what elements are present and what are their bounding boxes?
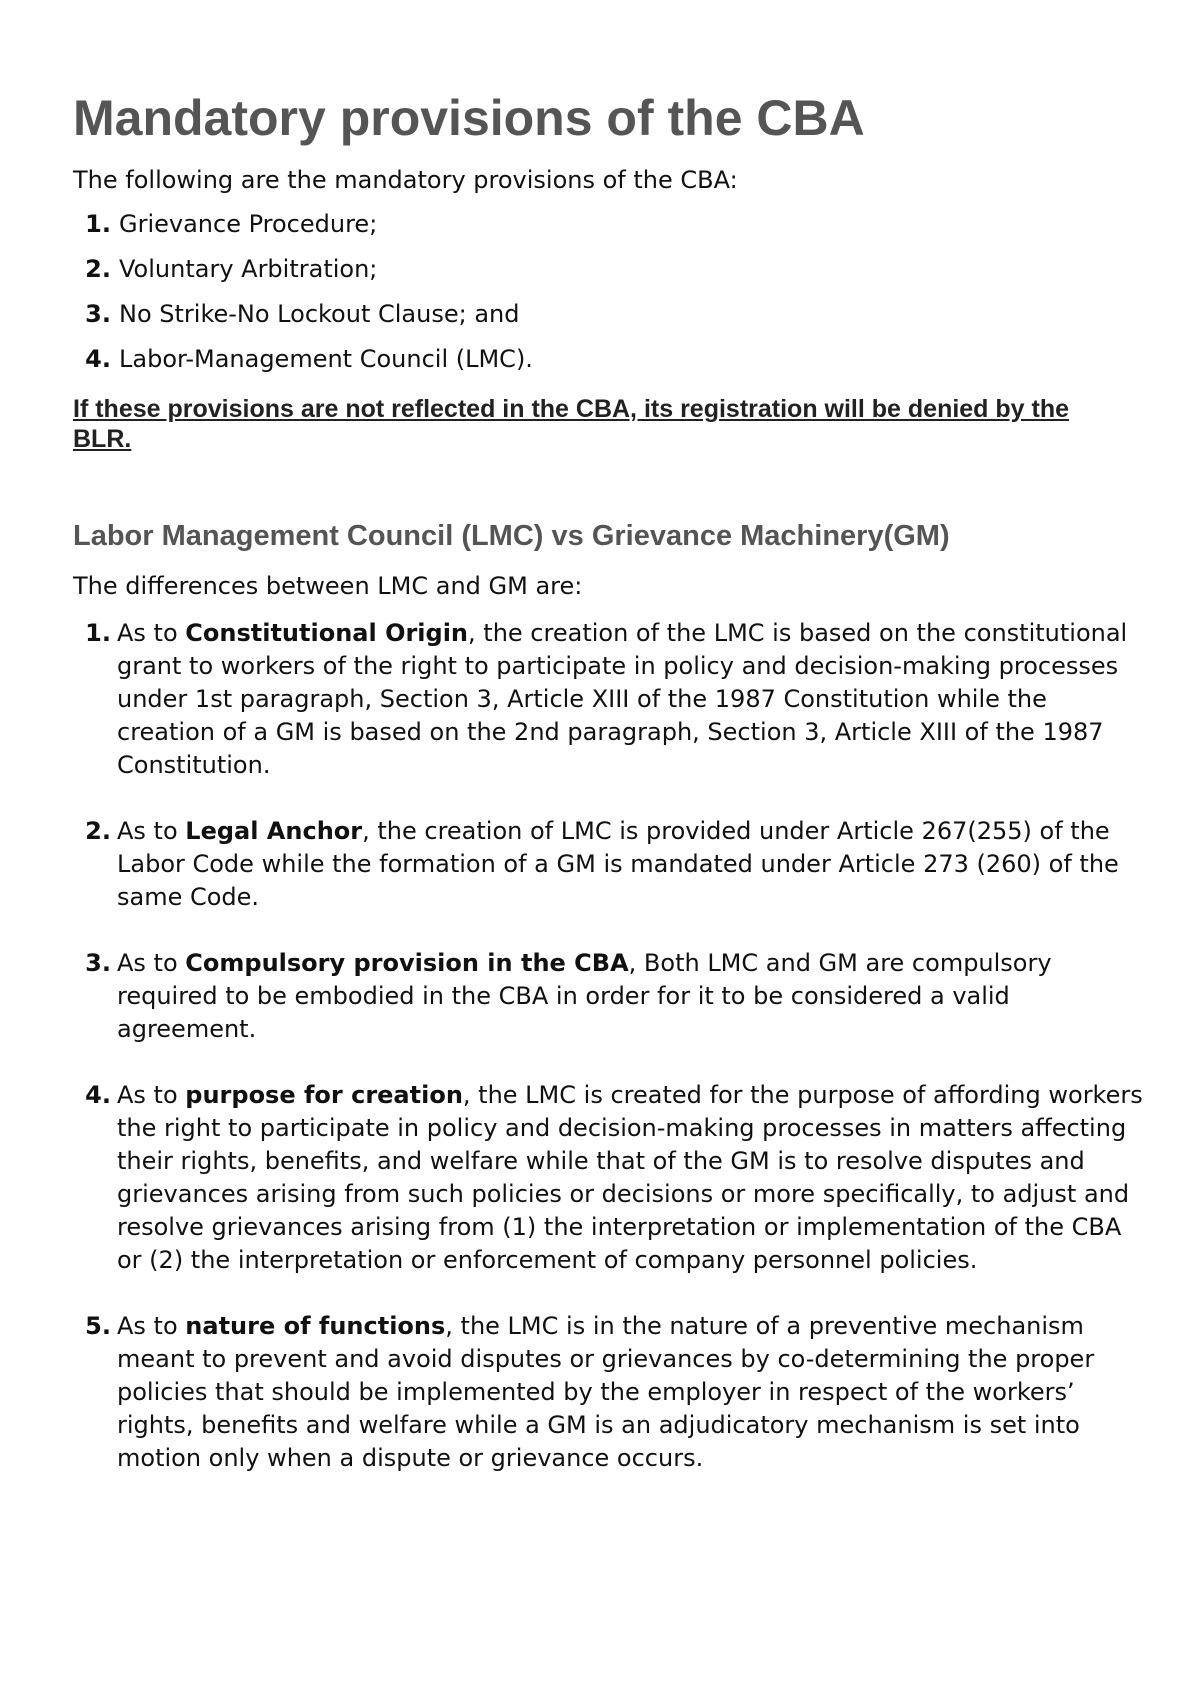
- difference-text: , Both LMC and GM are compulsory required to be embodied in the CBA in order for it to be considered a valid agreement.: [117, 949, 1052, 1043]
- difference-item: [73, 947, 1143, 1046]
- differences-intro: The differences between LMC and GM are:: [73, 572, 583, 600]
- difference-topic: Constitutional Origin: [185, 619, 469, 647]
- difference-text: , the LMC is created for the purpose of affording workers the right to participate in policy and decision-making processes in matters affecting their rights, benefits, and welfare while that of the GM is to resolve disputes and grievances arising from such policies or decisions or more specifically, to adjust and resolve grievances arising from (1) the interpretation or implementation of the CBA or (2) the interpretation or enforcement of company personnel policies.: [117, 1081, 1143, 1274]
- difference-text: , the creation of LMC is provided under Article 267(255) of the Labor Code while the formation of a GM is mandated under Article 273 (260) of the same Code.: [117, 817, 1119, 911]
- difference-number: 3.: [85, 949, 111, 977]
- difference-lead: As to: [117, 817, 186, 845]
- difference-lead: As to: [117, 619, 186, 647]
- list-item: [73, 208, 533, 253]
- list-item: [73, 253, 533, 298]
- difference-lead: As to: [117, 1312, 186, 1340]
- difference-item: [73, 815, 1143, 914]
- page-title: Mandatory provisions of the CBA: [73, 90, 865, 146]
- list-number: 1.: [85, 210, 111, 238]
- difference-text: , the creation of the LMC is based on the constitutional grant to workers of the right to participate in policy and decision-making processes under 1st paragraph, Section 3, Article XIII of the 1987 Constitution while the creation of a GM is based on the 2nd paragraph, Section 3, Article XIII of the 1987 Constitution.: [117, 619, 1128, 779]
- difference-topic: Legal Anchor: [185, 817, 363, 845]
- list-text: Voluntary Arbitration;: [119, 255, 378, 283]
- differences-list: [73, 617, 1143, 1508]
- list-text: No Strike-No Lockout Clause; and: [119, 300, 520, 328]
- difference-item: [73, 617, 1143, 782]
- mandatory-provisions-list: [73, 208, 533, 388]
- list-number: 2.: [85, 255, 111, 283]
- list-item: [73, 343, 533, 388]
- difference-topic: purpose for creation: [185, 1081, 463, 1109]
- registration-warning: If these provisions are not reflected in the CBA, its registration will be denied by the BLR.: [73, 395, 1070, 453]
- list-text: Labor-Management Council (LMC).: [119, 345, 533, 373]
- difference-item: [73, 1310, 1143, 1475]
- difference-lead: As to: [117, 1081, 186, 1109]
- difference-item: [73, 1079, 1143, 1277]
- difference-number: 1.: [85, 619, 111, 647]
- difference-text: , the LMC is in the nature of a preventive mechanism meant to prevent and avoid disputes or grievances by co-determining the proper policies that should be implemented by the employer in respect of the workers’ rights, benefits and welfare while a GM is an adjudicatory mechanism is set into motion only when a dispute or grievance occurs.: [117, 1312, 1095, 1472]
- difference-lead: As to: [117, 949, 186, 977]
- difference-number: 5.: [85, 1312, 111, 1340]
- list-number: 3.: [85, 300, 111, 328]
- difference-topic: Compulsory provision in the CBA: [185, 949, 629, 977]
- list-number: 4.: [85, 345, 111, 373]
- list-text: Grievance Procedure;: [119, 210, 378, 238]
- difference-number: 2.: [85, 817, 111, 845]
- section-subtitle: Labor Management Council (LMC) vs Grievance Machinery(GM): [73, 520, 950, 552]
- difference-number: 4.: [85, 1081, 111, 1109]
- mandatory-intro: The following are the mandatory provisions of the CBA:: [73, 166, 738, 194]
- list-item: [73, 298, 533, 343]
- difference-topic: nature of functions: [185, 1312, 446, 1340]
